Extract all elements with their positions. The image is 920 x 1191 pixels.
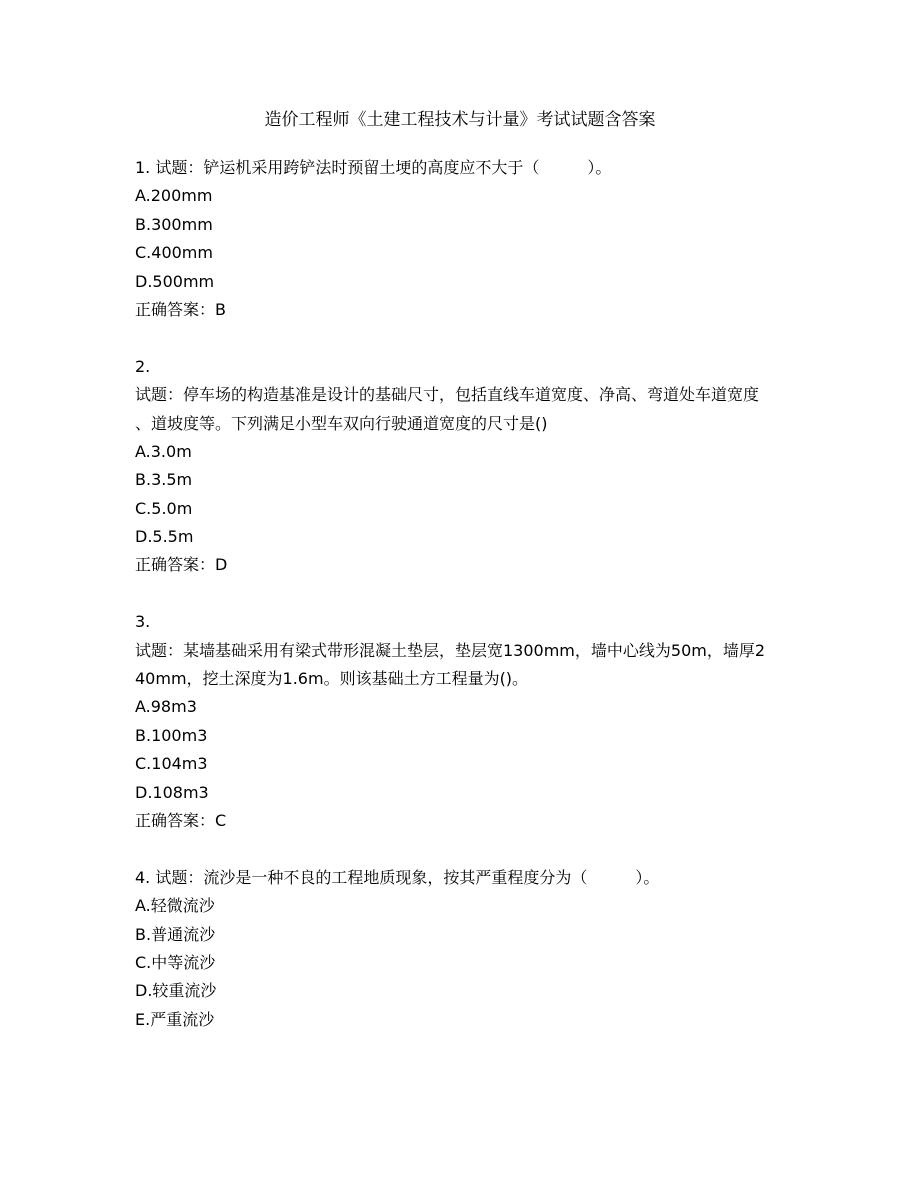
question-stem-line: 试题：停车场的构造基准是设计的基础尺寸，包括直线车道宽度、净高、弯道处车道宽度	[135, 385, 760, 405]
question-3	[135, 608, 795, 835]
spacer	[135, 580, 795, 608]
correct-answer: 正确答案：C	[135, 810, 227, 830]
option-b: B.普通流沙	[135, 924, 216, 944]
question-stem-line: 试题：某墙基础采用有梁式带形混凝土垫层，垫层宽1300mm，墙中心线为50m，墙厚2	[135, 640, 766, 660]
option-c: C.104m3	[135, 754, 208, 774]
option-b: B.3.5m	[135, 470, 193, 490]
correct-answer: 正确答案：B	[135, 299, 226, 319]
question-stem-line: 40mm，挖土深度为1.6m。则该基础土方工程量为()。	[135, 669, 529, 689]
spacer	[135, 324, 795, 352]
question-number: 2.	[135, 356, 151, 376]
option-a: A.200mm	[135, 186, 213, 206]
document-title: 造价工程师《土建工程技术与计量》考试试题含答案	[264, 110, 656, 130]
option-e: E.严重流沙	[135, 1009, 215, 1029]
option-c: C.5.0m	[135, 498, 193, 518]
option-a: A.98m3	[135, 697, 197, 717]
option-d: D.500mm	[135, 271, 215, 291]
question-1	[135, 154, 795, 324]
question-list	[135, 154, 795, 1034]
option-a: A.3.0m	[135, 441, 192, 461]
option-b: B.300mm	[135, 214, 213, 234]
question-number: 3.	[135, 612, 151, 632]
question-2	[135, 353, 795, 580]
option-b: B.100m3	[135, 725, 208, 745]
option-c: C.中等流沙	[135, 952, 216, 972]
option-d: D.5.5m	[135, 527, 194, 547]
spacer	[135, 835, 795, 863]
option-c: C.400mm	[135, 243, 213, 263]
option-d: D.108m3	[135, 782, 209, 802]
question-4	[135, 864, 795, 1034]
question-stem-line: 、道坡度等。下列满足小型车双向行驶通道宽度的尺寸是()	[135, 413, 548, 433]
option-a: A.轻微流沙	[135, 896, 215, 916]
option-d: D.较重流沙	[135, 981, 217, 1001]
correct-answer: 正确答案：D	[135, 555, 228, 575]
question-stem-line: 4. 试题：流沙是一种不良的工程地质现象，按其严重程度分为（ ）。	[135, 867, 660, 887]
question-stem-line: 1. 试题：铲运机采用跨铲法时预留土埂的高度应不大于（ ）。	[135, 158, 612, 177]
